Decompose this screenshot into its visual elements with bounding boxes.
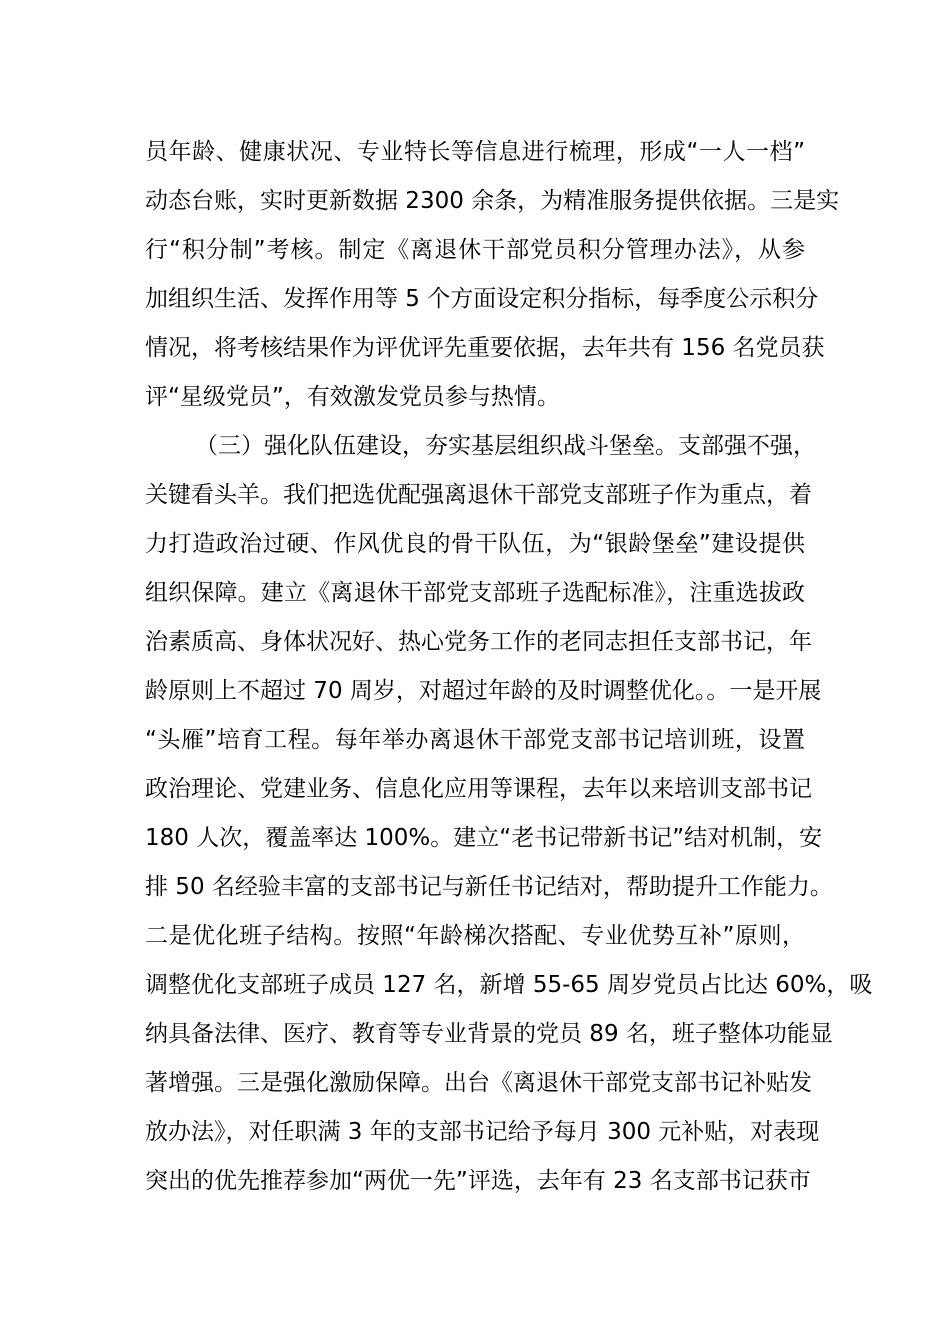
text-line: 情况，将考核结果作为评优评先重要依据，去年共有 156 名党员获 bbox=[145, 335, 825, 361]
text-line: 纳具备法律、医疗、教育等专业背景的党员 89 名，班子整体功能显 bbox=[145, 1021, 833, 1047]
text-line: 排 50 名经验丰富的支部书记与新任书记结对，帮助提升工作能力。 bbox=[145, 874, 833, 900]
body-text bbox=[145, 128, 873, 1206]
text-line: 著增强。三是强化激励保障。出台《离退休干部党支部书记补贴发 bbox=[145, 1070, 812, 1096]
text-line: 评“星级党员”，有效激发党员参与热情。 bbox=[145, 384, 560, 410]
text-line: 行“积分制”考核。制定《离退休干部党员积分管理办法》，从参 bbox=[145, 237, 805, 263]
section-heading-line: （三）强化队伍建设，夯实基层组织战斗堡垒。支部强不强， bbox=[195, 433, 816, 459]
text-line: 调整优化支部班子成员 127 名，新增 55-65 周岁党员占比达 60%，吸 bbox=[145, 972, 873, 998]
text-line: 180 人次，覆盖率达 100%。建立“老书记带新书记”结对机制，安 bbox=[145, 825, 823, 851]
text-line: 员年龄、健康状况、专业特长等信息进行梳理，形成“一人一档” bbox=[145, 139, 805, 165]
text-line: 政治理论、党建业务、信息化应用等课程，去年以来培训支部书记 bbox=[145, 776, 812, 802]
text-line: 动态台账，实时更新数据 2300 余条，为精准服务提供依据。三是实 bbox=[145, 188, 840, 214]
text-line: 放办法》，对任职满 3 年的支部书记给予每月 300 元补贴，对表现 bbox=[145, 1119, 820, 1145]
text-line: 关键看头羊。我们把选优配强离退休干部党支部班子作为重点，着 bbox=[145, 482, 812, 508]
text-line: 二是优化班子结构。按照“年龄梯次搭配、专业优势互补”原则， bbox=[145, 923, 805, 949]
text-line: 力打造政治过硬、作风优良的骨干队伍，为“银龄堡垒”建设提供 bbox=[145, 531, 805, 557]
text-line: 治素质高、身体状况好、热心党务工作的老同志担任支部书记，年 bbox=[145, 629, 812, 655]
text-line: “头雁”培育工程。每年举办离退休干部党支部书记培训班，设置 bbox=[145, 727, 805, 753]
text-line: 突出的优先推荐参加“两优一先”评选，去年有 23 名支部书记获市 bbox=[145, 1168, 811, 1194]
text-line: 加组织生活、发挥作用等 5 个方面设定积分指标，每季度公示积分 bbox=[145, 286, 819, 312]
text-line: 组织保障。建立《离退休干部党支部班子选配标准》，注重选拔政 bbox=[145, 580, 805, 606]
text-line: 龄原则上不超过 70 周岁，对超过年龄的及时调整优化。。一是开展 bbox=[145, 678, 822, 704]
